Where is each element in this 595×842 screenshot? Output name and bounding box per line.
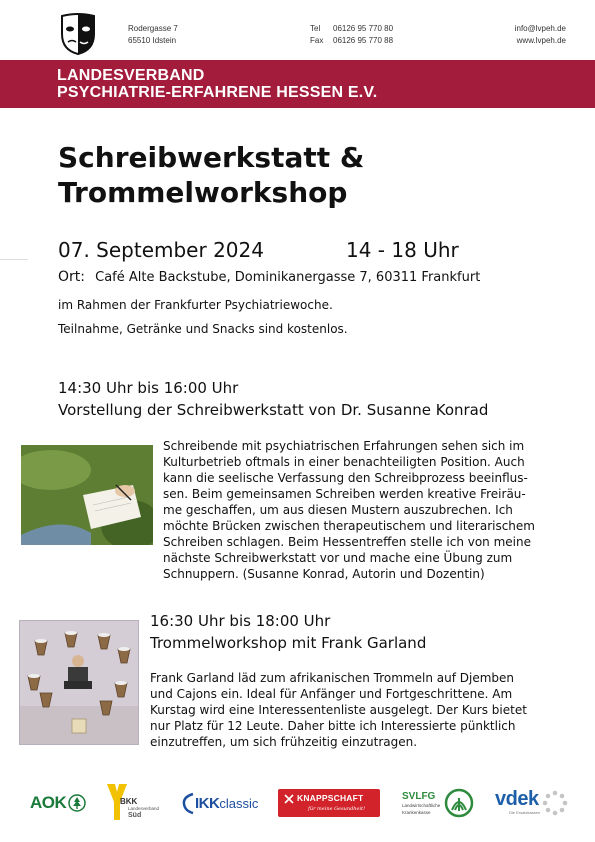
address-city: 65510 Idstein [128, 36, 177, 45]
email-link[interactable]: info@lvpeh.de [514, 24, 566, 33]
drums-photo [19, 620, 139, 745]
page-title [58, 140, 364, 210]
section2-description [150, 670, 570, 750]
sponsor-logos [0, 785, 595, 825]
event-context: im Rahmen der Frankfurter Psychiatriewoche. [58, 298, 333, 312]
paragraph-line: Kurstag wird eine Interessentenliste ausgelegt. Der Kurs bietet [150, 703, 527, 717]
bkk-text: BKK [120, 796, 138, 806]
knappschaft-logo [278, 789, 380, 817]
paragraph-line: möchte Brücken zwischen therapeutischem und literarischem [163, 519, 535, 533]
banner-line1: LANDESVERBAND [57, 67, 205, 84]
section1-description [163, 438, 573, 582]
section2-time: 16:30 Uhr bis 18:00 Uhr [150, 612, 331, 630]
location-value: Café Alte Backstube, Dominikanergasse 7, 60311 Frankfurt [95, 270, 481, 285]
writing-photo [21, 445, 153, 545]
fax-label: Fax [310, 36, 324, 45]
title-line2: Trommelworkshop [58, 176, 348, 209]
event-date: 07. September 2024 [58, 238, 264, 262]
bkk-sub2: Süd [128, 811, 142, 819]
svlfg-sub2: Krankenkasse [402, 809, 431, 815]
phone-block [310, 23, 393, 47]
address-street: Rodergasse 7 [128, 24, 178, 33]
vdek-text: vdek [495, 788, 539, 810]
fax-value: 06126 95 770 88 [333, 36, 394, 45]
event-time: 14 - 18 Uhr [346, 238, 459, 262]
left-edge-rule [0, 259, 28, 260]
section1-title: Vorstellung der Schreibwerkstatt von Dr. Susanne Konrad [58, 401, 489, 419]
paragraph-line: me geschaffen, um aus diesen Mustern auszubrechen. Ich [163, 503, 513, 517]
svlfg-sub1: Landwirtschaftliche [402, 802, 441, 808]
paragraph-line: Kulturbetrieb oftmals in einer benachteiligten Position. Auch [163, 455, 525, 469]
section2-title: Trommelworkshop mit Frank Garland [150, 634, 427, 652]
location-label: Ort: [58, 269, 85, 285]
tel-value: 06126 95 770 80 [333, 24, 394, 33]
section1-time: 14:30 Uhr bis 16:00 Uhr [58, 379, 239, 397]
tel-label: Tel [310, 24, 321, 33]
address-block [128, 23, 178, 47]
aok-logo [30, 785, 86, 821]
paragraph-line: Schreiben schlagen. Beim Hessentreffen stelle ich von meine [163, 535, 531, 549]
bkk-sub1: Landesverband [128, 805, 160, 811]
ikk-swirl-icon [181, 791, 195, 815]
web-link[interactable]: www.lvpeh.de [516, 36, 566, 45]
title-line1: Schreibwerkstatt & [58, 141, 365, 174]
paragraph-line: Frank Garland läd zum afrikanischen Trommeln auf Djemben [150, 671, 515, 685]
knappschaft-text: KNAPPSCHAFT [297, 793, 364, 803]
vdek-dots-icon [542, 790, 568, 816]
banner-line2: PSYCHIATRIE-ERFAHRENE HESSEN E.V. [57, 84, 378, 101]
svlfg-logo [402, 785, 474, 821]
svlfg-emblem-icon [444, 788, 474, 818]
organization-logo [58, 12, 98, 56]
ikk-text: IKK [195, 794, 220, 812]
bkk-logo [106, 781, 159, 823]
ikk-logo [181, 785, 258, 821]
knappschaft-emblem-icon [283, 793, 295, 805]
event-location [58, 269, 480, 285]
paragraph-line: einzutreffen, um sich frühzeitig einzutragen. [150, 735, 418, 749]
paragraph-line: nächste Schreibwerkstatt vor und mache eine Übung zum [163, 551, 513, 565]
svlfg-text: SVLFG [402, 790, 436, 802]
paragraph-line: Schreibende mit psychiatrischen Erfahrungen sehen sich im [163, 439, 525, 453]
paragraph-line: und Cajons ein. Ideal für Anfänger und Fortgeschrittene. Am [150, 687, 513, 701]
aok-tree-icon [68, 794, 86, 812]
vdek-logo [495, 785, 568, 821]
event-free-note: Teilnahme, Getränke und Snacks sind kostenlos. [58, 322, 348, 336]
aok-text: AOK [30, 793, 67, 812]
knappschaft-tagline: für meine Gesundheit! [308, 806, 366, 812]
vdek-sub: Die Ersatzkassen [509, 810, 541, 815]
organization-name [57, 67, 377, 101]
ikk-classic-text: classic [219, 795, 259, 811]
contact-block [480, 23, 566, 47]
paragraph-line: Schnuppern. (Susanne Konrad, Autorin und Dozentin) [163, 567, 485, 581]
paragraph-line: nur Platz für 12 Leute. Daher bitte ich Interessierte pünktlich [150, 719, 516, 733]
paragraph-line: kann die seelische Verfassung den Schreibprozess beeinflus- [163, 471, 528, 485]
paragraph-line: sen. Beim gemeinsamen Schreiben werden kreative Freiräu- [163, 487, 526, 501]
